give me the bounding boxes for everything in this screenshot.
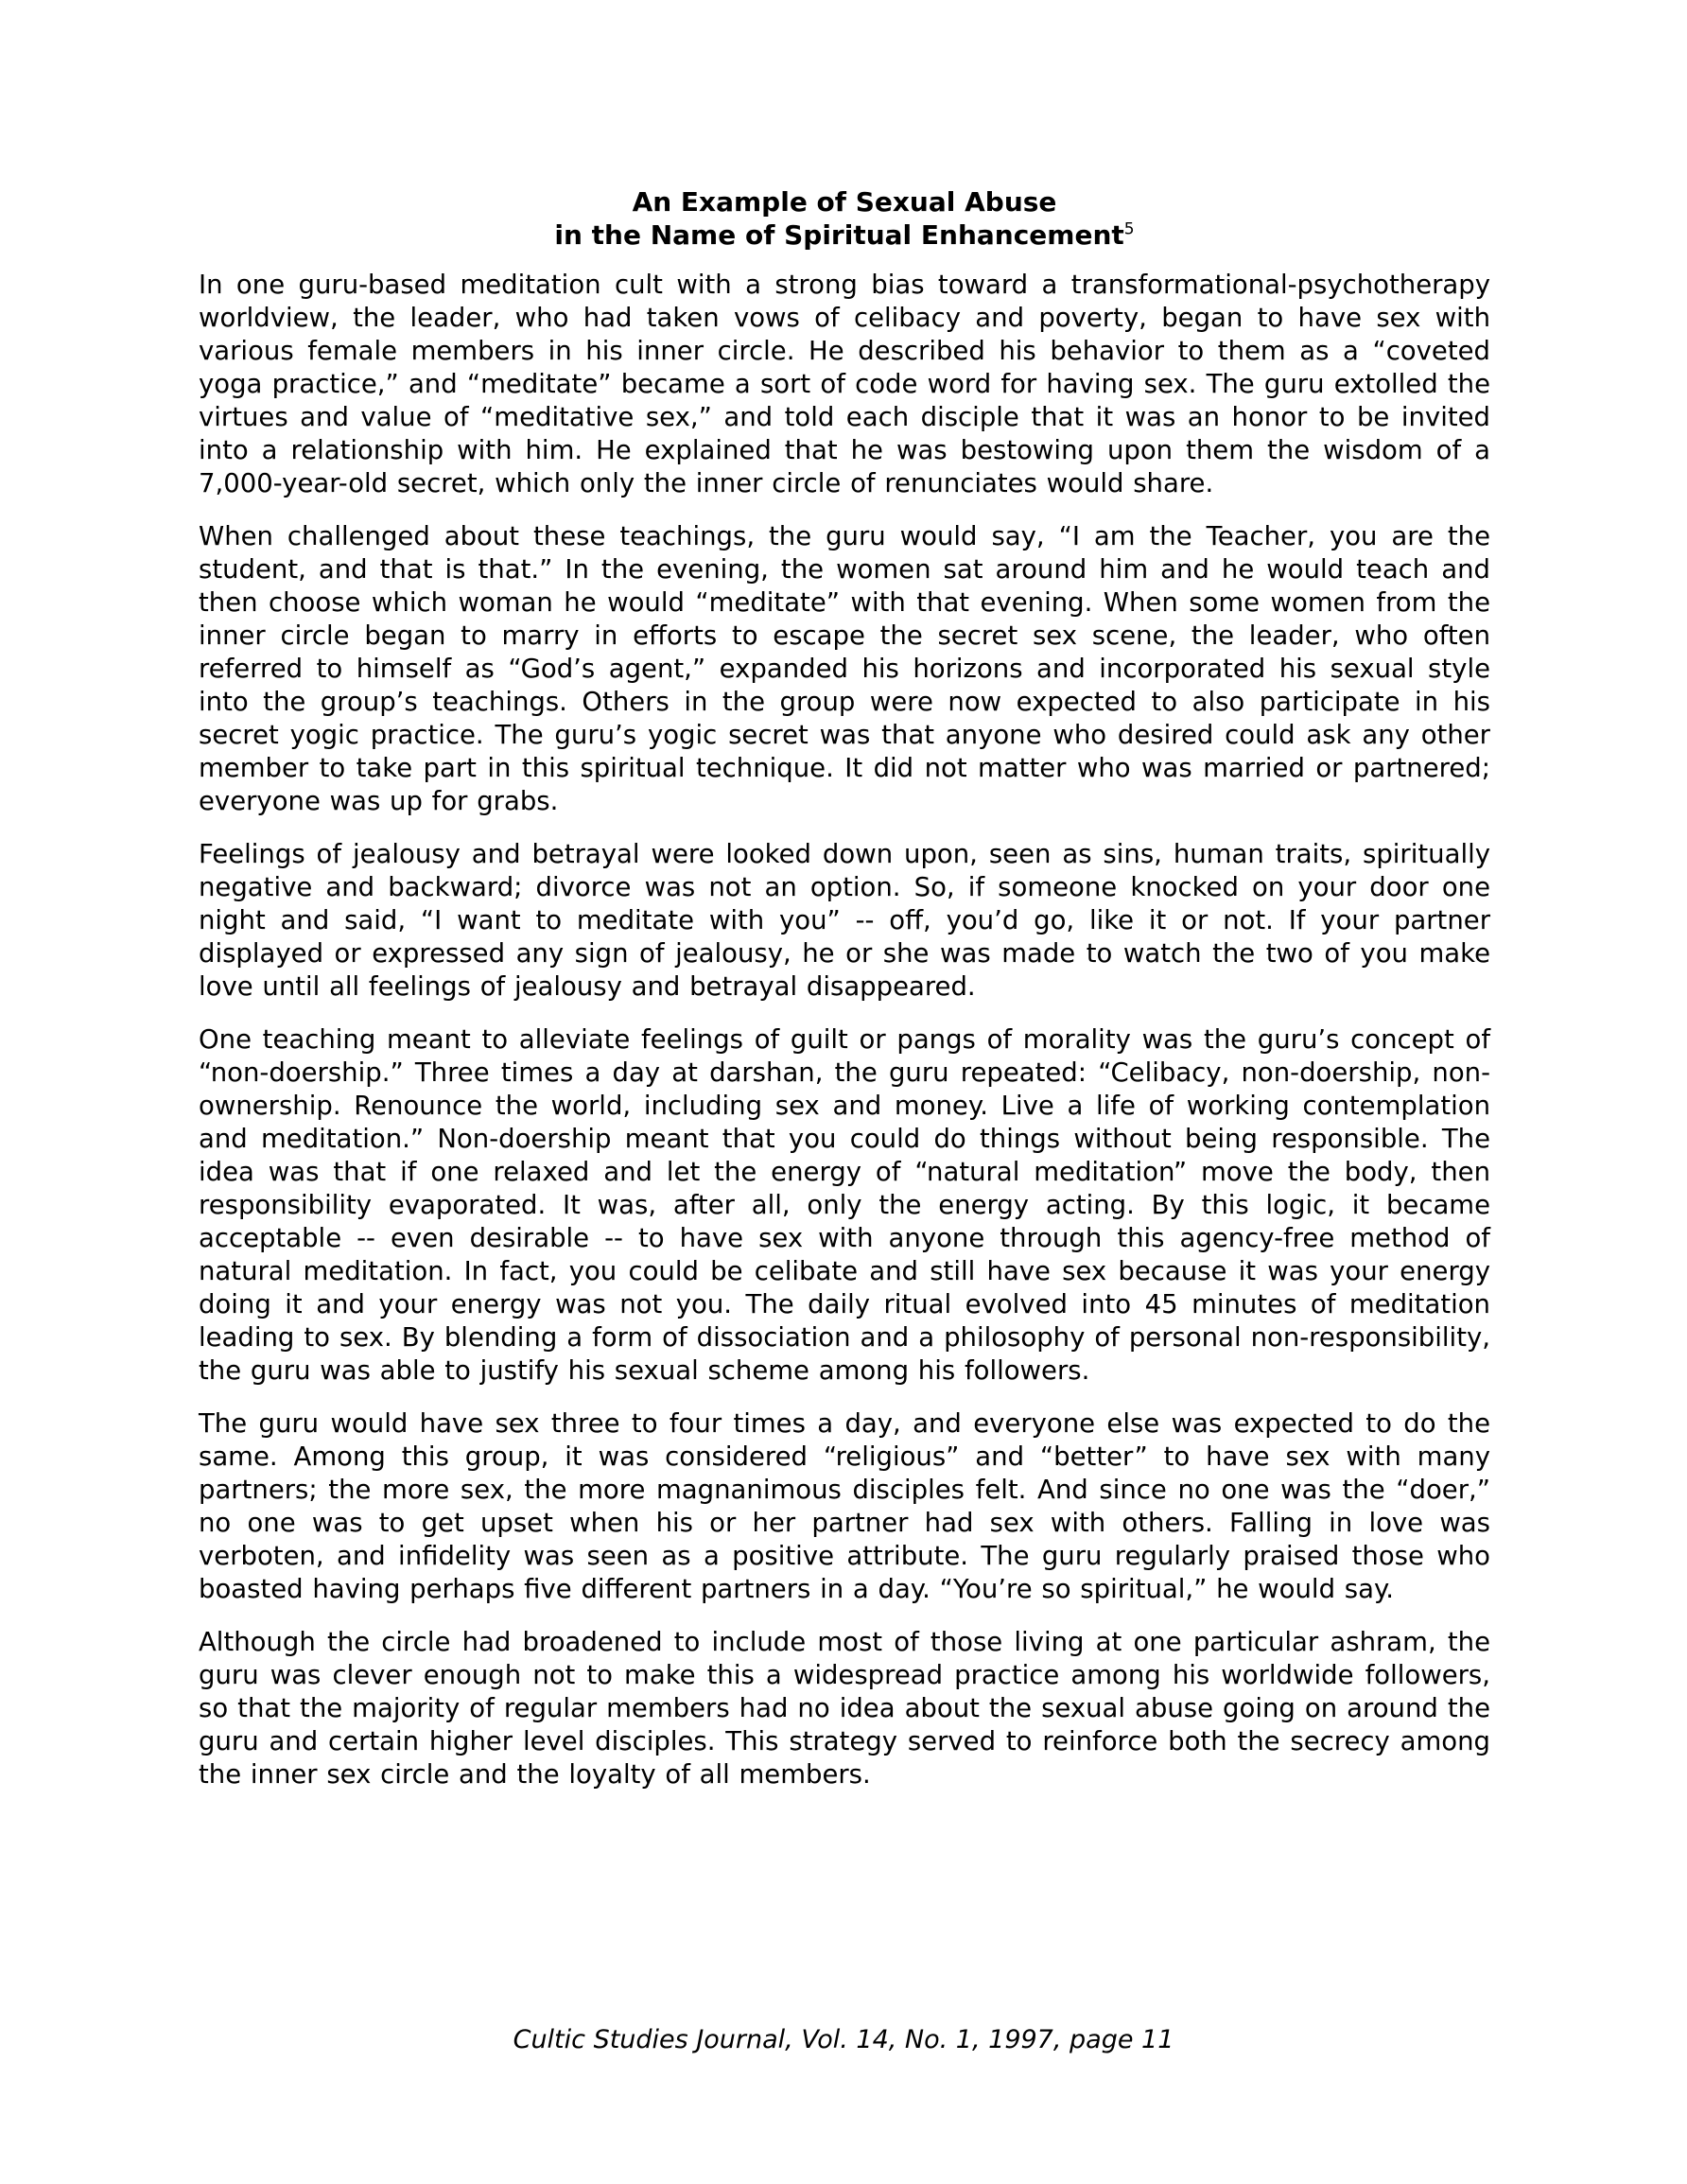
title-line-1: An Example of Sexual Abuse bbox=[632, 186, 1057, 218]
paragraph-5: The guru would have sex three to four times a day, and everyone else was expected to do the same. Among this group, it was considered “religious” and “better” to have sex with many partners; the more sex, the more magnanimous disciples felt. And since no one was the “doer,” no one was to get upset when his or her partner had sex with others. Falling in love was verboten, and infidelity was seen as a positive attribute. The guru regularly praised those who boasted having perhaps five different partners in a day. “You’re so spiritual,” he would say. bbox=[199, 1408, 1490, 1604]
journal-footer: Cultic Studies Journal, Vol. 14, No. 1, 1997, page 11 bbox=[513, 2025, 1174, 2054]
page-title bbox=[199, 185, 1490, 252]
title-footnote-ref: 5 bbox=[1123, 219, 1135, 239]
paragraph-2: When challenged about these teachings, the guru would say, “I am the Teacher, you are the student, and that is that.” In the evening, the women sat around him and he would teach and then choose which woman he would “meditate” with that evening. When some women from the inner circle began to marry in efforts to escape the secret sex scene, the leader, who often referred to himself as “God’s agent,” expanded his horizons and incorporated his sexual style into the group’s teachings. Others in the group were now expected to also participate in his secret yogic practice. The guru’s yogic secret was that anyone who desired could ask any other member to take part in this spiritual technique. It did not matter who was married or partnered; everyone was up for grabs. bbox=[199, 521, 1490, 816]
page-content bbox=[199, 185, 1490, 1811]
paragraph-6: Although the circle had broadened to include most of those living at one particular ashram, the guru was clever enough not to make this a widespread practice among his worldwide followers, so that the majority of regular members had no idea about the sexual abuse going on around the guru and certain higher level disciples. This strategy served to reinforce both the secrecy among the inner sex circle and the loyalty of all members. bbox=[199, 1627, 1490, 1790]
paragraph-1: In one guru-based meditation cult with a strong bias toward a transformational-psychotherapy worldview, the leader, who had taken vows of celibacy and poverty, began to have sex with various female members in his inner circle. He described his behavior to them as a “coveted yoga practice,” and “meditate” became a sort of code word for having sex. The guru extolled the virtues and value of “meditative sex,” and told each disciple that it was an honor to be invited into a relationship with him. He explained that he was bestowing upon them the wisdom of a 7,000-year-old secret, which only the inner circle of renunciates would share. bbox=[199, 270, 1490, 498]
title-line-2-text: in the Name of Spiritual Enhancement bbox=[554, 219, 1124, 251]
title-line-2 bbox=[199, 218, 1490, 252]
paragraph-3: Feelings of jealousy and betrayal were looked down upon, seen as sins, human traits, spiritually negative and backward; divorce was not an option. So, if someone knocked on your door one night and said, “I want to meditate with you” -- off, you’d go, like it or not. If your partner displayed or expressed any sign of jealousy, he or she was made to watch the two of you make love until all feelings of jealousy and betrayal disappeared. bbox=[199, 839, 1490, 1002]
article-body bbox=[199, 269, 1490, 1791]
paragraph-4: One teaching meant to alleviate feelings of guilt or pangs of morality was the guru’s concept of “non-doership.” Three times a day at darshan, the guru repeated: “Celibacy, non-doership, non-ownership. Renounce the world, including sex and money. Live a life of working contemplation and meditation.” Non-doership meant that you could do things without being responsible. The idea was that if one relaxed and let the energy of “natural meditation” move the body, then responsibility evaporated. It was, after all, only the energy acting. By this logic, it became acceptable -- even desirable -- to have sex with anyone through this agency-free method of natural meditation. In fact, you could be celibate and still have sex because it was your energy doing it and your energy was not you. The daily ritual evolved into 45 minutes of meditation leading to sex. By blending a form of dissociation and a philosophy of personal non-responsibility, the guru was able to justify his sexual scheme among his followers. bbox=[199, 1024, 1490, 1386]
